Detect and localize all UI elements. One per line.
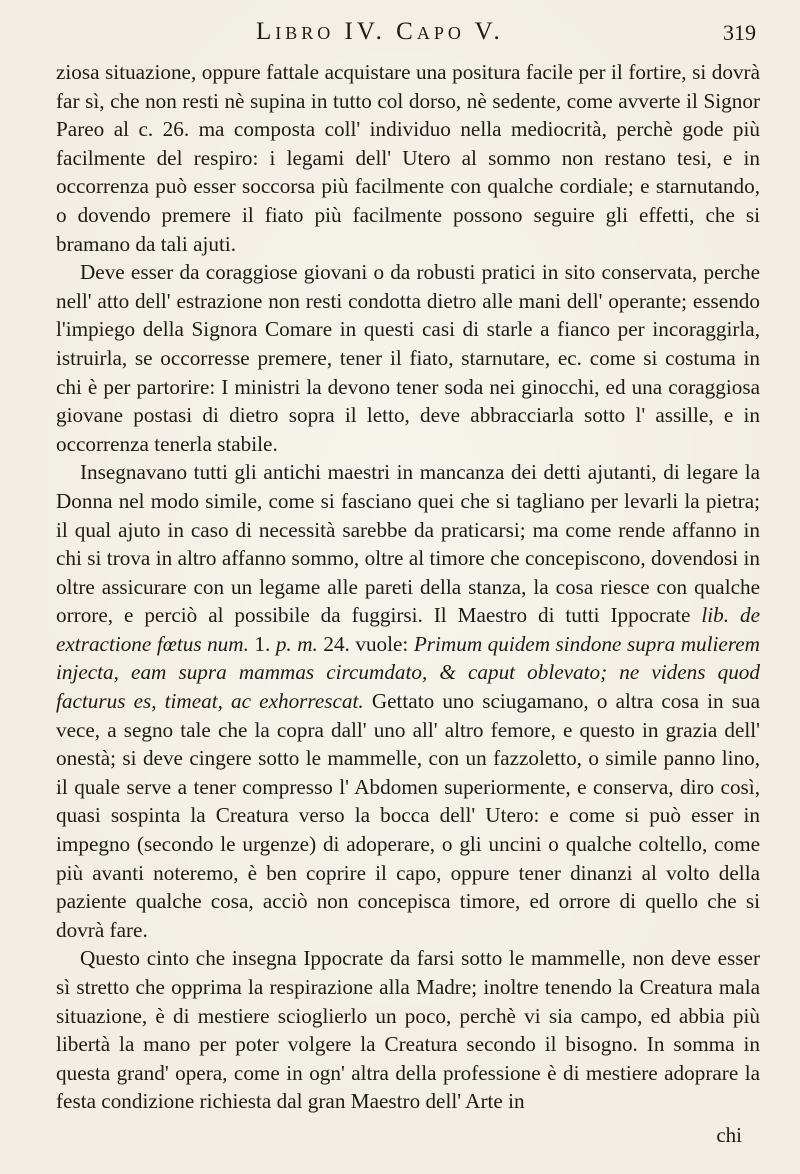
italic-text: lib. de extractione fœtus num. (56, 603, 760, 656)
catchword: chi (716, 1123, 742, 1147)
text-run: ziosa situazione, oppure fattale acquistare una positura facile per il fortire, si dovrà far sì, che non resti nè supina in tutto col dorso, nè sedente, come avverte il Signor Pareo al c. 26. ma composta coll' individuo nella mediocrità, perchè gode più facilmente del respiro: i legami dell' Utero al sommo non restano tesi, e in occorrenza può esser soccorsa più facilmente con qualche cordiale; e starnutando, o dovendo premere il fiato più facilmente possono seguire gli effetti, che si bramano da tali ajuti. (56, 60, 760, 256)
text-run: Deve esser da coraggiose giovani o da robusti pratici in sito conservata, perche nell' atto dell' estrazione non resti condotta dietro alle mani dell' operante; essendo l'impiego della Signora Comare in questi casi di starle a fianco per incoraggirla, istruirla, se occorresse premere, tener il fiato, starnutare, ec. come si costuma in chi è per partorire: I ministri la devono tener soda nei ginocchi, ed una coraggiosa giovane postasi di dietro sopra il letto, deve abbracciarla sotto l' assille, e in occorrenza tenerla stabile. (56, 260, 760, 456)
paragraph (56, 458, 760, 944)
paragraph (56, 58, 760, 258)
italic-text: Primum quidem sindone supra mulierem injecta, eam supra mammas circumdato, & caput oblevato; ne videns quod facturus es, timeat, ac exhorrescat. (56, 631, 760, 714)
text-run: Insegnavano tutti gli antichi maestri in mancanza dei detti ajutanti, di legare la Donna nel modo simile, come si fasciano quei che si tagliano per levarli la pietra; il qual ajuto in caso di necessità sarebbe da praticarsi; ma come rende affanno in chi si trova in altro affanno sommo, oltre al timore che concepiscono, dovendosi in oltre assicurare con un legame alle pareti della stanza, la cosa riesce con qualche orrore, e perciò al possibile da fuggirsi. Il Maestro di tutti Ippocrate (56, 460, 760, 628)
running-title: Libro IV. Capo V. (256, 18, 504, 45)
body-text (56, 58, 760, 1116)
running-head (56, 14, 760, 58)
italic-text: p. m. (275, 631, 318, 656)
paragraph (56, 944, 760, 1116)
text-run: Questo cinto che insegna Ippocrate da farsi sotto le mammelle, non deve esser sì stretto che opprima la respirazione alla Madre; inoltre tenendo la Creatura mala situazione, è di mestiere scioglierlo un poco, perchè vi sia campo, ed abbia più libertà la mano per poter volgere la Creatura secondo il bisogno. In somma in questa grand' opera, come in ogn' altra della professione è di mestiere adoprare la festa condizione richiesta dal gran Maestro dell' Arte in (56, 946, 760, 1114)
text-run: 24. vuole: (317, 631, 414, 656)
text-run: 1. (248, 631, 276, 656)
text-run: Gettato uno sciugamano, o altra cosa in sua vece, a segno tale che la copra dall' uno all' altro femore, e questo in grazia dell' onestà; si deve cingere sotto le mammelle, con un fazzoletto, o simile panno lino, il quale serve a tener compresso l' Abdomen superiormente, e conserva, diro così, quasi sospinta la Creatura verso la bocca dell' Utero: e come si può esser in impegno (secondo le urgenze) di adoperare, o gli uncini o qualche coltello, come più avanti noteremo, è ben coprire il capo, oppure tener dinanzi al volto della paziente qualche cosa, acciò non concepisca timore, ed orrore di quello che si dovrà fare. (56, 689, 760, 942)
page-number: 319 (723, 20, 756, 45)
paragraph (56, 258, 760, 458)
